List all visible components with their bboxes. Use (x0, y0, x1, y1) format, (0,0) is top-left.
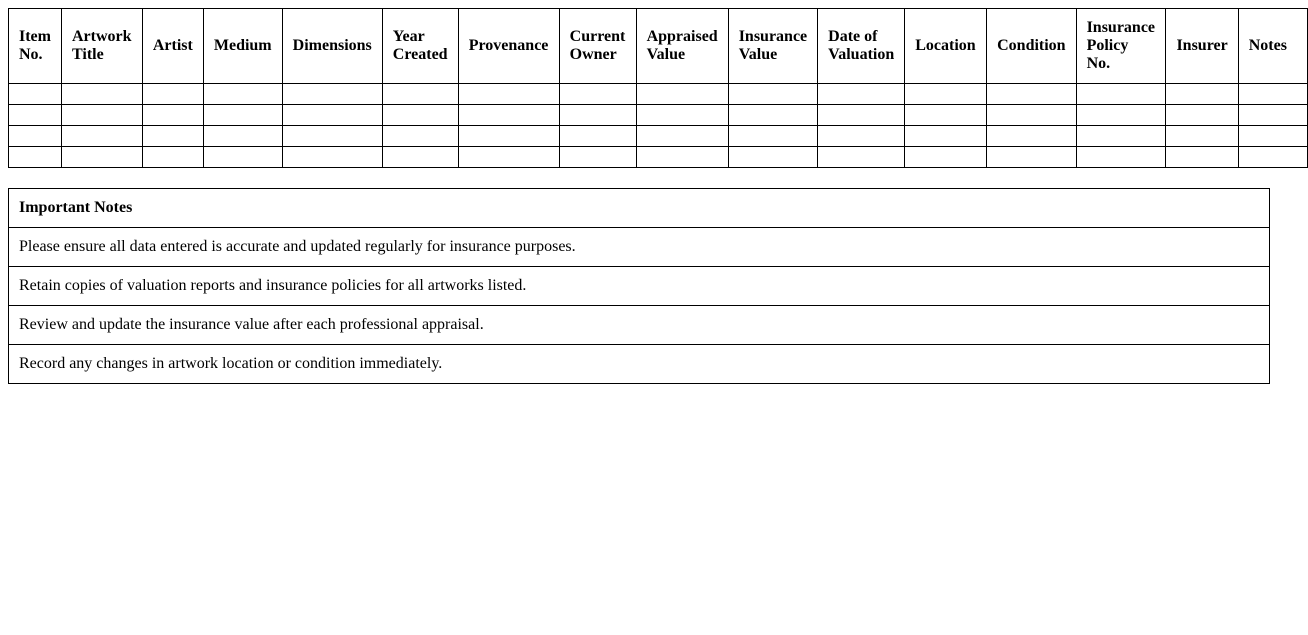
column-header-appraised-value: Appraised Value (636, 9, 728, 84)
table-cell[interactable] (559, 105, 636, 126)
column-header-condition: Condition (987, 9, 1076, 84)
table-cell[interactable] (1238, 105, 1307, 126)
table-cell[interactable] (282, 126, 382, 147)
table-cell[interactable] (818, 147, 905, 168)
table-row (9, 147, 1308, 168)
table-cell[interactable] (905, 126, 987, 147)
column-header-location: Location (905, 9, 987, 84)
table-cell[interactable] (203, 105, 282, 126)
notes-header-row (9, 189, 1270, 228)
column-header-insurance-value: Insurance Value (728, 9, 817, 84)
note-item: Review and update the insurance value after each professional appraisal. (9, 306, 1270, 345)
table-cell[interactable] (458, 84, 559, 105)
table-cell[interactable] (636, 126, 728, 147)
note-row (9, 228, 1270, 267)
table-cell[interactable] (818, 105, 905, 126)
table-cell[interactable] (728, 147, 817, 168)
table-cell[interactable] (1238, 126, 1307, 147)
column-header-year-created: Year Created (382, 9, 458, 84)
table-cell[interactable] (1166, 105, 1238, 126)
inventory-table-container (8, 8, 1308, 168)
table-cell[interactable] (728, 126, 817, 147)
table-cell[interactable] (61, 147, 142, 168)
note-item: Record any changes in artwork location or condition immediately. (9, 345, 1270, 384)
table-cell[interactable] (987, 147, 1076, 168)
table-cell[interactable] (382, 84, 458, 105)
note-row (9, 306, 1270, 345)
table-cell[interactable] (1076, 126, 1166, 147)
table-row (9, 84, 1308, 105)
column-header-insurance-policy-no: Insurance Policy No. (1076, 9, 1166, 84)
table-cell[interactable] (1166, 147, 1238, 168)
table-cell[interactable] (559, 147, 636, 168)
table-cell[interactable] (458, 126, 559, 147)
table-cell[interactable] (282, 105, 382, 126)
table-cell[interactable] (9, 126, 62, 147)
table-cell[interactable] (636, 105, 728, 126)
table-cell[interactable] (382, 147, 458, 168)
table-cell[interactable] (382, 105, 458, 126)
artwork-inventory-table (8, 8, 1308, 168)
inventory-table-body (9, 84, 1308, 168)
table-cell[interactable] (905, 84, 987, 105)
table-cell[interactable] (458, 147, 559, 168)
table-cell[interactable] (203, 147, 282, 168)
table-cell[interactable] (1166, 126, 1238, 147)
column-header-artwork-title: Artwork Title (61, 9, 142, 84)
table-cell[interactable] (818, 84, 905, 105)
column-header-date-of-valuation: Date of Valuation (818, 9, 905, 84)
column-header-notes: Notes (1238, 9, 1307, 84)
table-cell[interactable] (9, 84, 62, 105)
table-cell[interactable] (1238, 84, 1307, 105)
table-cell[interactable] (9, 147, 62, 168)
note-row (9, 345, 1270, 384)
table-cell[interactable] (1238, 147, 1307, 168)
column-header-medium: Medium (203, 9, 282, 84)
column-header-provenance: Provenance (458, 9, 559, 84)
table-cell[interactable] (728, 84, 817, 105)
table-cell[interactable] (142, 147, 203, 168)
table-cell[interactable] (559, 126, 636, 147)
table-cell[interactable] (203, 126, 282, 147)
important-notes-container (8, 188, 1270, 384)
table-cell[interactable] (382, 126, 458, 147)
table-row (9, 105, 1308, 126)
column-header-dimensions: Dimensions (282, 9, 382, 84)
column-header-insurer: Insurer (1166, 9, 1238, 84)
table-cell[interactable] (1076, 84, 1166, 105)
table-cell[interactable] (282, 84, 382, 105)
table-cell[interactable] (9, 105, 62, 126)
table-cell[interactable] (1076, 105, 1166, 126)
table-cell[interactable] (1076, 147, 1166, 168)
table-cell[interactable] (61, 105, 142, 126)
notes-title: Important Notes (9, 189, 1270, 228)
column-header-item-no: Item No. (9, 9, 62, 84)
table-cell[interactable] (142, 126, 203, 147)
table-cell[interactable] (905, 147, 987, 168)
table-cell[interactable] (1166, 84, 1238, 105)
note-row (9, 267, 1270, 306)
table-cell[interactable] (61, 84, 142, 105)
table-cell[interactable] (905, 105, 987, 126)
column-header-artist: Artist (142, 9, 203, 84)
important-notes-table (8, 188, 1270, 384)
table-row (9, 126, 1308, 147)
note-item: Retain copies of valuation reports and insurance policies for all artworks listed. (9, 267, 1270, 306)
table-cell[interactable] (987, 126, 1076, 147)
table-cell[interactable] (987, 105, 1076, 126)
table-cell[interactable] (61, 126, 142, 147)
note-item: Please ensure all data entered is accurate and updated regularly for insurance purposes. (9, 228, 1270, 267)
column-header-current-owner: Current Owner (559, 9, 636, 84)
table-cell[interactable] (818, 126, 905, 147)
table-cell[interactable] (636, 84, 728, 105)
table-cell[interactable] (142, 84, 203, 105)
table-cell[interactable] (636, 147, 728, 168)
table-cell[interactable] (203, 84, 282, 105)
table-cell[interactable] (728, 105, 817, 126)
table-cell[interactable] (559, 84, 636, 105)
table-cell[interactable] (987, 84, 1076, 105)
table-cell[interactable] (142, 105, 203, 126)
header-row (9, 9, 1308, 84)
table-cell[interactable] (282, 147, 382, 168)
table-cell[interactable] (458, 105, 559, 126)
